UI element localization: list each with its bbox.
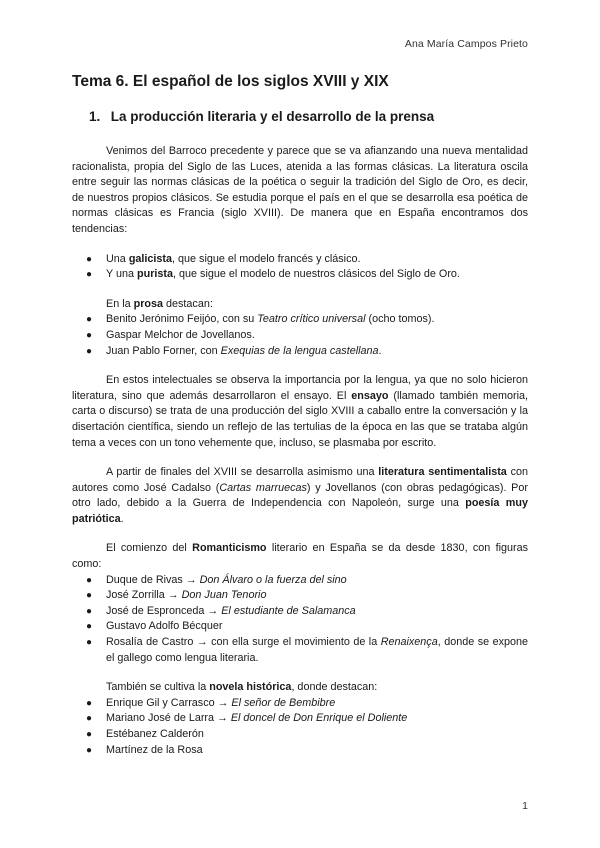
- bullet-icon: ●: [86, 713, 93, 725]
- romanticismo-paragraph: El comienzo del Romanticismo literario en España se da desde 1830, con figuras como:: [72, 542, 528, 571]
- bullet-icon: ●: [86, 329, 93, 341]
- list-item: ● Estébanez Calderón: [72, 727, 528, 743]
- document-title: Tema 6. El español de los siglos XVIII y XIX: [72, 73, 389, 90]
- bullet-icon: ●: [86, 590, 93, 602]
- document-body: [72, 72, 528, 758]
- prosa-list: [72, 312, 528, 359]
- list-item: ● Rosalía de Castro → con ella surge el movimiento de la Renaixença, donde se expone el gallego como lengua literaria.: [86, 636, 528, 664]
- bullet-icon: ●: [86, 744, 93, 756]
- section-heading: [89, 108, 528, 126]
- ensayo-paragraph: En estos intelectuales se observa la importancia por la lengua, ya que no solo hicieron literatura, sino que además desarrollaron el ensayo. El ensayo (llamado también memoria, carta o discurso) se trata de una producción del siglo XVIII a caballo entre la conversación y la disertación científica, siendo un reflejo de las tertulias de la época en las que se trataba algún tema a veces con un tono vehemente que, incluso, se plasmaba por escrito.: [72, 374, 528, 449]
- bullet-icon: ●: [86, 621, 93, 633]
- list-item: ● José Zorrilla → Don Juan Tenorio: [72, 588, 528, 604]
- bullet-icon: ●: [86, 605, 93, 617]
- bullet-icon: ●: [86, 269, 93, 281]
- tendencias-list: [72, 252, 528, 283]
- list-item: ● Martínez de la Rosa: [72, 743, 528, 759]
- bullet-icon: ●: [86, 345, 93, 357]
- prosa-lead: En la prosa destacan:: [106, 297, 213, 310]
- intro-paragraph: Venimos del Barroco precedente y parece que se va afianzando una nueva mentalidad racionalista, propia del Siglo de las Luces, atenida a las formas clásicas. La literatura oscila entre seguir las normas clásicas de la poética o seguir la tradición del Siglo de Oro, es decir, de nuestros propios clásicos. Se estudia porque el país en el que se desarrolla esa poética de normas clásicas es Francia (siglo XVIII). De manera que en España encontramos dos tendencias:: [72, 145, 528, 235]
- bullet-icon: ●: [86, 637, 93, 649]
- list-item: ● Gustavo Adolfo Bécquer: [72, 619, 528, 635]
- page-number: 1: [522, 800, 528, 812]
- list-item: ● José de Espronceda → El estudiante de Salamanca: [72, 604, 528, 620]
- section-title: La producción literaria y el desarrollo de la prensa: [110, 109, 435, 124]
- list-item: ● Una galicista, que sigue el modelo francés y clásico.: [72, 252, 528, 268]
- bullet-icon: ●: [86, 729, 93, 740]
- bullet-icon: ●: [86, 697, 93, 709]
- list-item: ● Benito Jerónimo Feijóo, con su Teatro crítico universal (ocho tomos).: [72, 312, 528, 328]
- novela-lead: También se cultiva la novela histórica, donde destacan:: [106, 681, 378, 694]
- list-item: ● Enrique Gil y Carrasco → El señor de Bembibre: [72, 696, 528, 712]
- sentimental-paragraph: A partir de finales del XVIII se desarrolla asimismo una literatura sentimentalista con autores como José Cadalso (Cartas marruecas) y Jovellanos (con obras pedagógicas). Por otro lado, debido a la Guerra de Independencia con Napoleón, surge una poesía muy patriótica.: [72, 466, 528, 525]
- section-number: 1.: [89, 109, 101, 124]
- romanticismo-list: [72, 573, 528, 667]
- list-item: ● Juan Pablo Forner, con Exequias de la lengua castellana.: [72, 344, 528, 360]
- bullet-icon: ●: [86, 574, 93, 586]
- list-item: ● Mariano José de Larra → El doncel de Don Enrique el Doliente: [72, 711, 528, 727]
- novela-list: [72, 696, 528, 758]
- bullet-icon: ●: [86, 314, 93, 326]
- list-item: ● Duque de Rivas → Don Álvaro o la fuerza del sino: [72, 573, 528, 589]
- header-author: Ana María Campos Prieto: [404, 38, 528, 50]
- bullet-icon: ●: [86, 253, 93, 265]
- list-item: ● Gaspar Melchor de Jovellanos.: [72, 328, 528, 344]
- list-item: ● Y una purista, que sigue el modelo de nuestros clásicos del Siglo de Oro.: [72, 267, 528, 283]
